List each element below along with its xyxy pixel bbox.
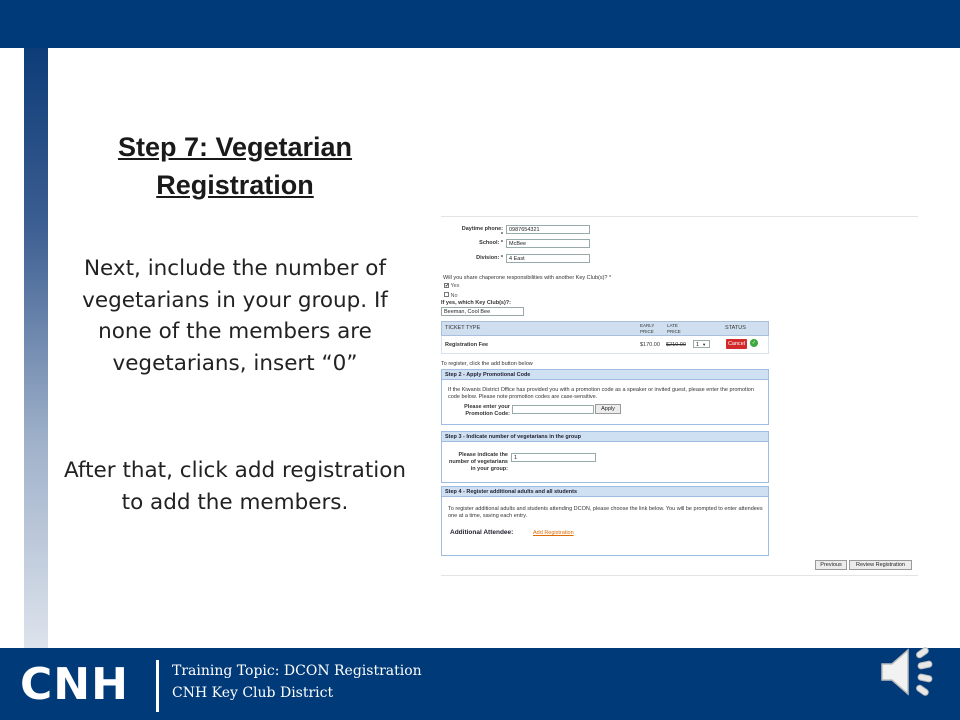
slide-title-line2: Registration: [156, 170, 314, 200]
instruction-add-registration: After that, click add registration to add the members.: [63, 458, 407, 515]
slide-title-line1: Step 7: Vegetarian: [117, 132, 353, 162]
footer-district: CNH Key Club District: [172, 685, 334, 701]
slide-title: [60, 128, 410, 204]
chevron-down-icon: ▼: [702, 342, 707, 347]
ticket-qty-value: 1: [696, 342, 700, 348]
vegetarians-label-line3: in your group:: [470, 466, 508, 472]
daytime-phone-input[interactable]: 0987654321: [506, 225, 590, 234]
which-club-label: If yes, which Key Club(s)?:: [441, 300, 511, 306]
additional-attendee-label: Additional Attendee:: [450, 529, 514, 536]
vegetarians-label-line1: Please indicate the: [458, 452, 508, 458]
vegetarians-label: [446, 452, 508, 473]
add-registration-link[interactable]: Add Registration: [533, 530, 574, 536]
division-input[interactable]: 4 East: [506, 254, 590, 263]
col-status: STATUS: [725, 325, 746, 331]
which-club-input[interactable]: Beeman, Cool Bee: [441, 307, 524, 316]
step4-text: To register additional adults and students attending DCON, please choose the link below. You will be prompted to enter attendees one at a time, saving each entry.: [448, 506, 763, 519]
col-early-2: PRICE: [640, 329, 654, 334]
promo-code-input[interactable]: [512, 405, 594, 414]
ticket-late-price: $210.00: [666, 342, 686, 348]
step4-header: Step 4 - Register additional adults and all students: [442, 487, 768, 497]
promo-code-label: [452, 404, 510, 418]
footer-topic: Training Topic: DCON Registration: [172, 663, 422, 679]
step3-panel: [441, 431, 769, 483]
division-label: Division: *: [476, 255, 503, 261]
col-late-1: LATE: [667, 323, 678, 328]
col-early-1: EARLY: [640, 323, 655, 328]
step4-panel: [441, 486, 769, 556]
yes-checkbox[interactable]: ✔: [445, 283, 450, 289]
yes-label: Yes: [450, 283, 460, 289]
review-registration-button[interactable]: Review Registration: [849, 560, 912, 570]
no-checkbox[interactable]: [444, 292, 449, 297]
previous-button[interactable]: Previous: [815, 560, 847, 570]
col-late-2: PRICE: [667, 329, 681, 334]
cancel-button[interactable]: Cancel: [727, 341, 746, 347]
promo-label-line1: Please enter your: [464, 404, 510, 410]
ticket-row: [441, 336, 769, 354]
check-ok-icon: ✓: [751, 340, 757, 346]
to-register-note: To register, click the add button below: [441, 361, 533, 367]
school-input[interactable]: McBee: [506, 239, 590, 248]
logo-divider: [156, 660, 159, 712]
footer-bar: [0, 648, 960, 720]
registration-form-screenshot: [441, 216, 918, 576]
no-option[interactable]: [444, 292, 458, 299]
left-margin: [0, 48, 24, 648]
step2-panel: [441, 369, 769, 425]
no-label: No: [450, 293, 458, 299]
col-ticket-type: TICKET TYPE: [445, 325, 481, 331]
apply-button[interactable]: Apply: [595, 404, 621, 414]
step2-text: If the Kiwanis District Office has provided you with a promotion code as a speaker or invited guest, please enter the promotion code below. Please note promotion codes are case-sensitive.: [448, 387, 754, 400]
cnh-logo: CNH: [20, 659, 129, 710]
top-banner: [0, 0, 960, 48]
vegetarians-label-line2: number of vegetarians: [449, 459, 508, 465]
ticket-table-header: [441, 321, 769, 336]
chaperone-question: Will you share chaperone responsibilities with another Key Club(s)? *: [443, 275, 612, 281]
daytime-phone-label: Daytime phone: *: [461, 226, 503, 238]
promo-label-line2: Promotion Code:: [465, 411, 510, 417]
ticket-early-price: $170.00: [640, 342, 660, 348]
school-label: School: *: [479, 240, 503, 246]
step3-header: Step 3 - Indicate number of vegetarians in the group: [442, 432, 768, 442]
yes-option[interactable]: [444, 283, 459, 289]
ticket-name: Registration Fee: [445, 342, 489, 348]
speaker-icon[interactable]: [878, 644, 944, 700]
instruction-vegetarians: Next, include the number of vegetarians in your group. If none of the members are vegetarians, insert “0”: [82, 256, 388, 376]
ticket-qty-select[interactable]: [693, 340, 710, 348]
vegetarians-input[interactable]: 1: [511, 453, 596, 462]
left-accent-bar: [24, 48, 48, 648]
step2-header: Step 2 - Apply Promotional Code: [442, 370, 768, 380]
